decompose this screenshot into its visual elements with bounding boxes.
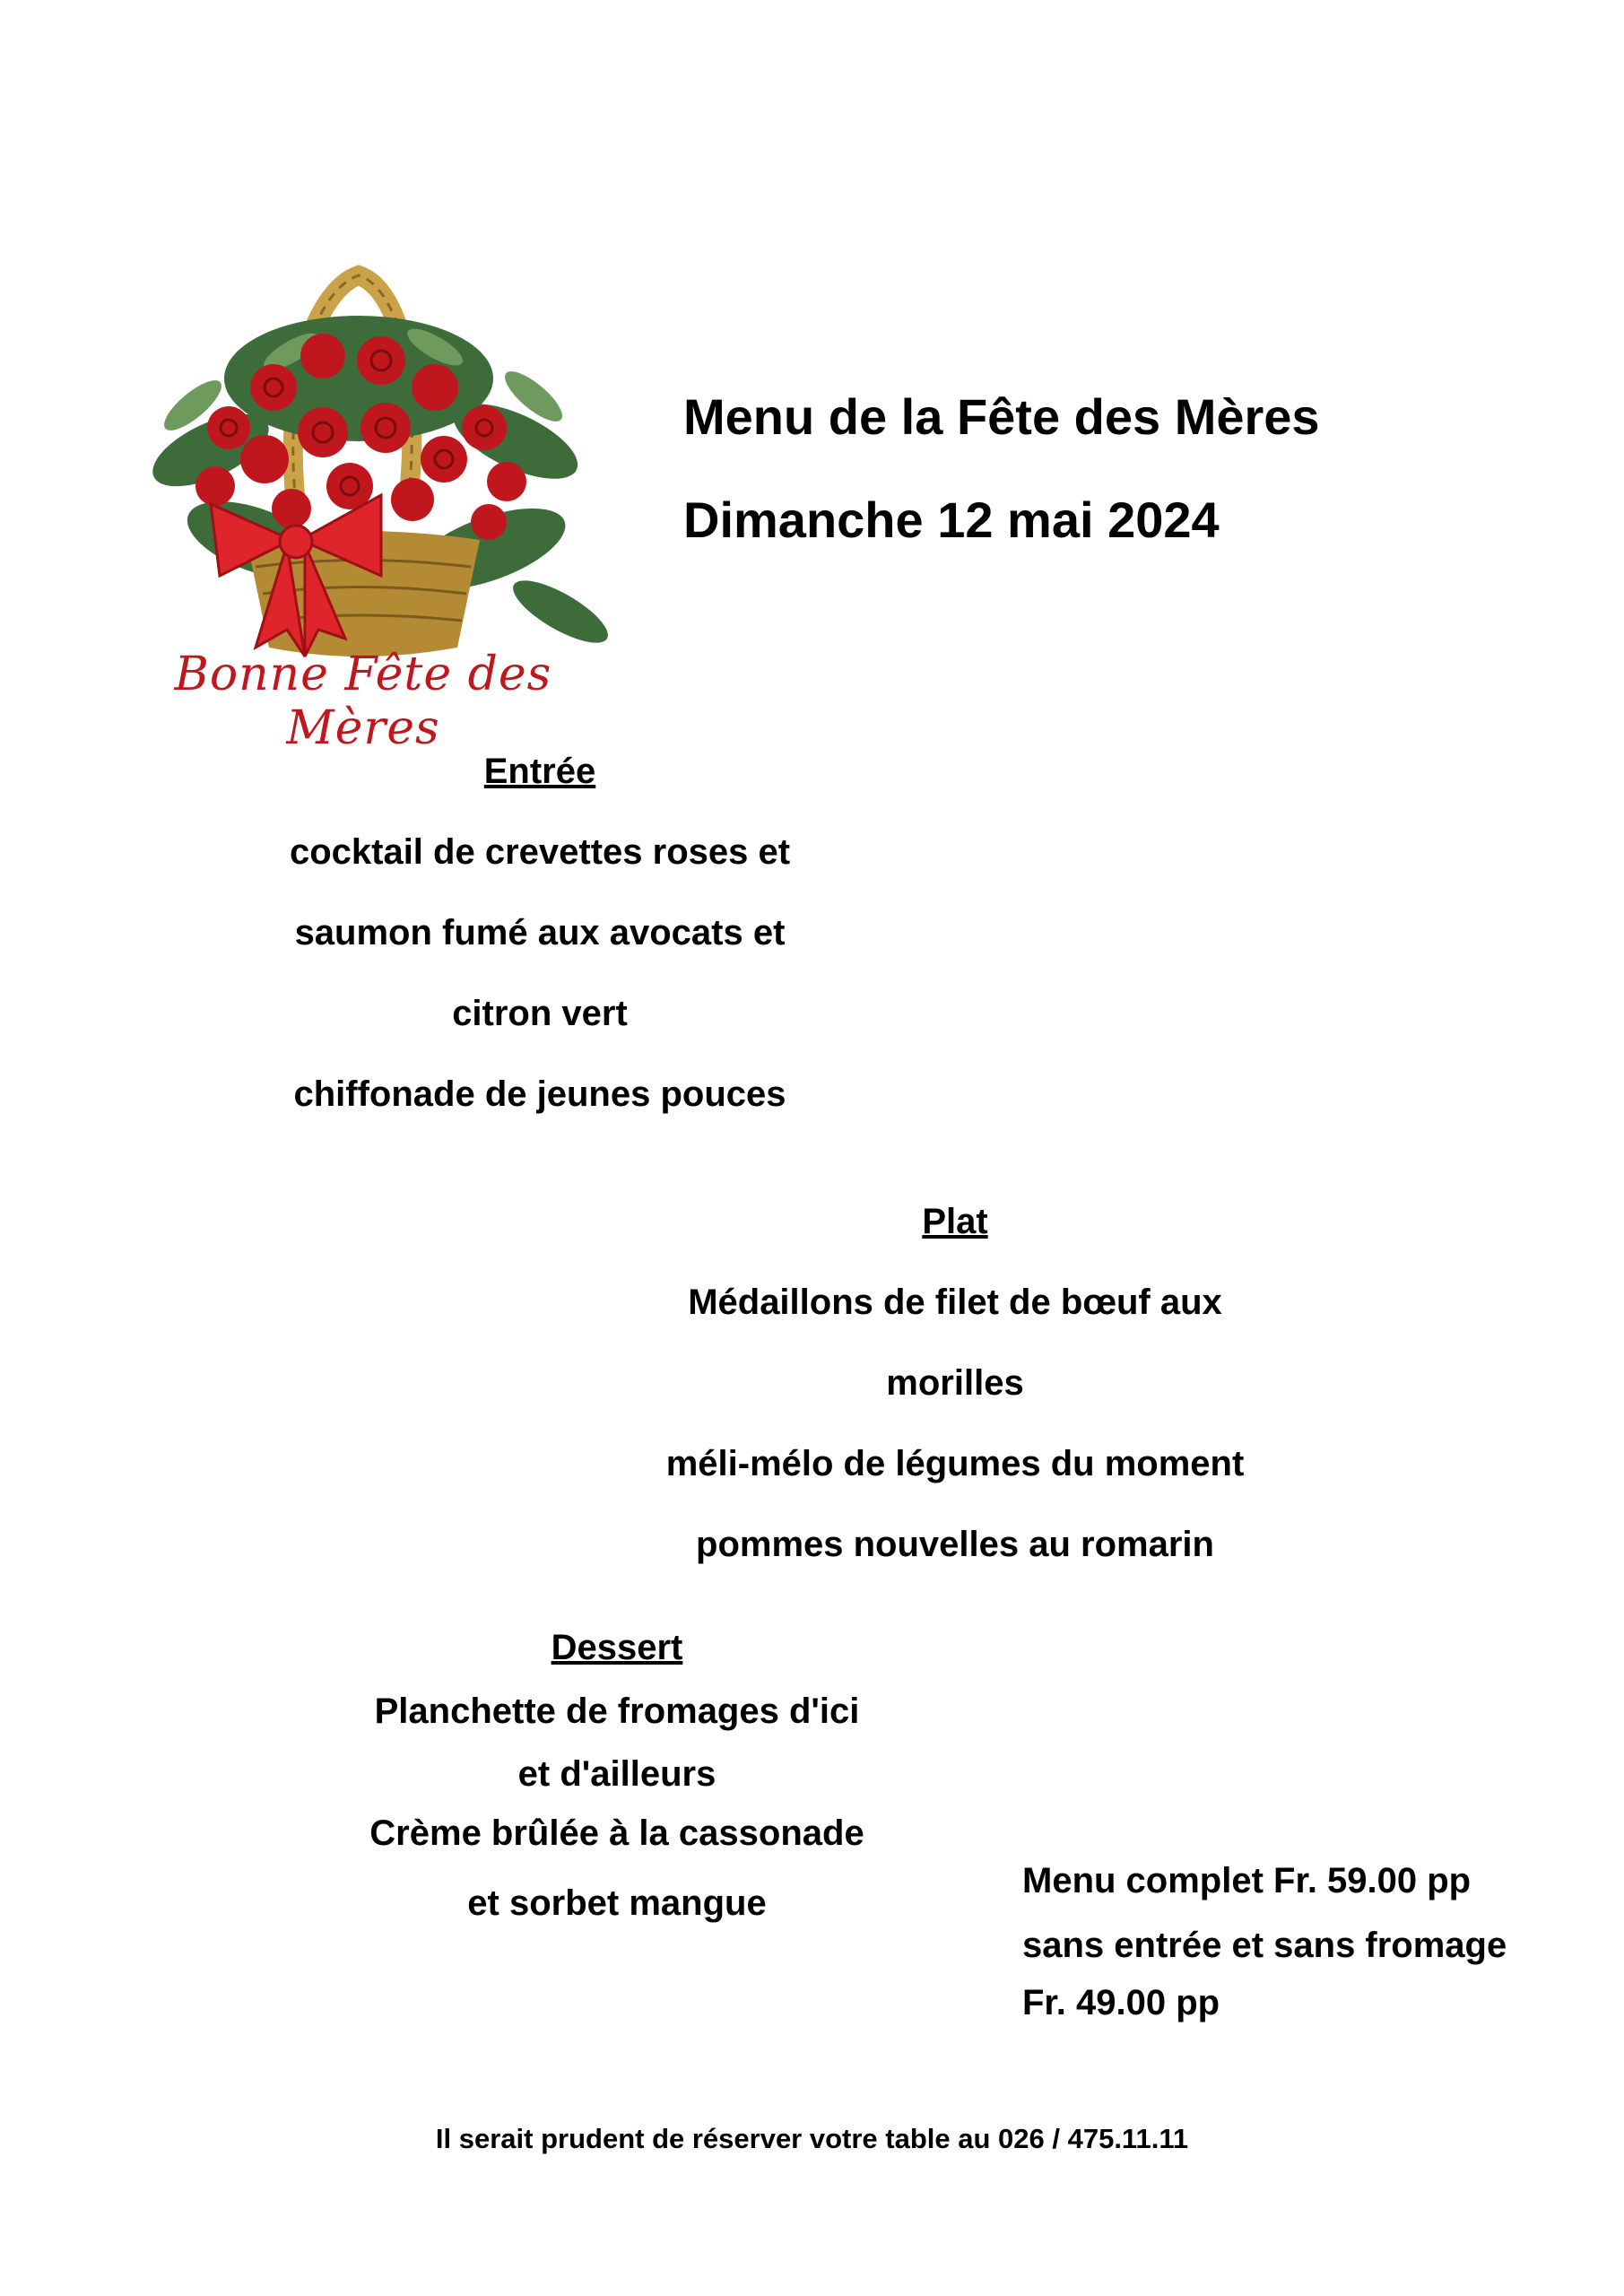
plat-line: morilles	[886, 1363, 1024, 1403]
price-reduced-label: sans entrée et sans fromage	[1022, 1926, 1507, 1965]
plat-line: Médaillons de filet de bœuf aux	[688, 1283, 1222, 1322]
dessert-line: et sorbet mangue	[467, 1883, 767, 1923]
plat-line: méli-mélo de légumes du moment	[665, 1444, 1245, 1483]
flower-basket-logo	[112, 235, 614, 755]
dessert-line: Planchette de fromages d'ici	[374, 1692, 860, 1731]
reservation-note: Il serait prudent de réserver votre table au 026 / 475.11.11	[435, 2123, 1189, 2154]
price-reduced-value: Fr. 49.00 pp	[1022, 1983, 1220, 2022]
plat-heading: Plat	[922, 1202, 988, 1241]
event-date: Dimanche 12 mai 2024	[683, 491, 1220, 548]
page-title: Menu de la Fête des Mères	[683, 388, 1320, 445]
price-full-menu: Menu complet Fr. 59.00 pp	[1022, 1861, 1472, 1900]
entree-line: chiffonade de jeunes pouces	[293, 1074, 786, 1114]
plat-line: pommes nouvelles au romarin	[696, 1525, 1214, 1564]
dessert-line: et d'ailleurs	[517, 1754, 716, 1794]
entree-heading: Entrée	[483, 752, 596, 791]
rose-basket-icon	[112, 235, 614, 719]
dessert-line: Crème brûlée à la cassonade	[369, 1813, 864, 1853]
entree-line: saumon fumé aux avocats et	[294, 913, 786, 952]
entree-line: cocktail de crevettes roses et	[289, 832, 791, 872]
entree-line: citron vert	[452, 994, 628, 1033]
dessert-heading: Dessert	[551, 1628, 683, 1667]
logo-caption: Bonne Fête des Mères	[174, 648, 552, 755]
